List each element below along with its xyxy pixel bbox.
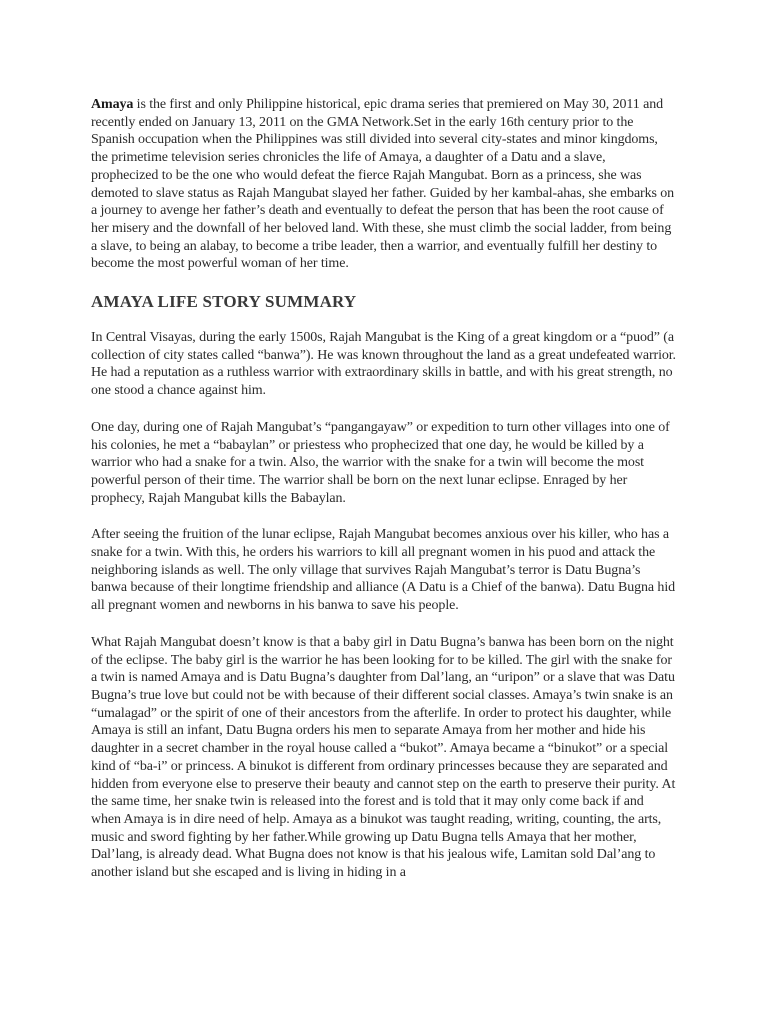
- story-paragraph-2: One day, during one of Rajah Mangubat’s “pangangayaw” or expedition to turn other villages into one of his colonies, he met a “babaylan” or priestess who prophecized that one day, he would be killed by a warrior who had a snake for a twin. Also, the warrior with the snake for a twin will become the most powerful person of their time. The warrior shall be born on the next lunar eclipse. Enraged by her prophecy, Rajah Mangubat kills the Babaylan.: [91, 419, 670, 506]
- story-paragraph-4: What Rajah Mangubat doesn’t know is that a baby girl in Datu Bugna’s banwa has been born on the night of the eclipse. The baby girl is the warrior he has been looking for to be killed. The girl with the snake for a twin is named Amaya and is Datu Bugna’s daughter from Dal’lang, an “uripon” or a slave that was Datu Bugna’s true love but could not be with because of their different social classes. Amaya’s twin snake is an “umalagad” or the spirit of one of their ancestors from the afterlife. In order to protect his daughter, while Amaya is still an infant, Datu Bugna orders his men to separate Amaya from her mother and hide his daughter in a secret chamber in the royal house called a “bukot”. Amaya became a “binukot” or a special kind of “ba-i” or princess. A binukot is different from ordinary princesses because they are separated and hidden from everyone else to preserve their beauty and cannot step on the earth to preserve their purity. At the same time, her snake twin is released into the forest and is told that it may only come back if and when Amaya is in dire need of help. Amaya as a binukot was taught reading, writing, counting, the arts, music and sword fighting by her father.While growing up Datu Bugna tells Amaya that her mother, Dal’lang, is already dead. What Bugna does not know is that his jealous wife, Lamitan sold Dal’ang to another island but she escaped and is living in hiding in a: [91, 634, 676, 881]
- story-paragraph-3: After seeing the fruition of the lunar eclipse, Rajah Mangubat becomes anxious over his killer, who has a snake for a twin. With this, he orders his warriors to kill all pregnant women in his puod and attack the neighboring islands as well. The only village that survives Rajah Mangubat’s terror is Datu Bugna’s banwa because of their longtime friendship and alliance (A Datu is a Chief of the banwa). Datu Bugna hid all pregnant women and newborns in his banwa to save his people.: [91, 527, 676, 614]
- intro-paragraph: [91, 96, 676, 273]
- document-page: [91, 96, 676, 901]
- intro-bold-term: Amaya: [91, 97, 134, 112]
- intro-text: is the first and only Philippine historical, epic drama series that premiered on May 30, 2011 and recently ended on January 13, 2011 on the GMA Network.Set in the early 16th century prior to the Spanish occupation when the Philippines was still divided into several city-states and minor kingdoms, the primetime television series chronicles the life of Amaya, a daughter of a Datu and a slave, prophecized to be the one who would defeat the fierce Rajah Mangubat. Born as a princess, she was demoted to slave status as Rajah Mangubat slayed her father. Guided by her kambal-ahas, she embarks on a journey to avenge her father’s death and eventually to defeat the person that has been the root cause of her misery and the downfall of her beloved land. With these, she must climb the social ladder, from being a slave, to being an alabay, to become a tribe leader, then a warrior, and eventually fulfill her destiny to become the most powerful woman of her time.: [91, 97, 675, 272]
- section-heading: AMAYA LIFE STORY SUMMARY: [91, 292, 357, 312]
- story-paragraph-1: In Central Visayas, during the early 1500s, Rajah Mangubat is the King of a great kingdom or a “puod” (a collection of city states called “banwa”). He was known throughout the land as a great undefeated warrior. He had a reputation as a ruthless warrior with extraordinary skills in battle, and with his great strength, no one stood a chance against him.: [91, 330, 676, 399]
